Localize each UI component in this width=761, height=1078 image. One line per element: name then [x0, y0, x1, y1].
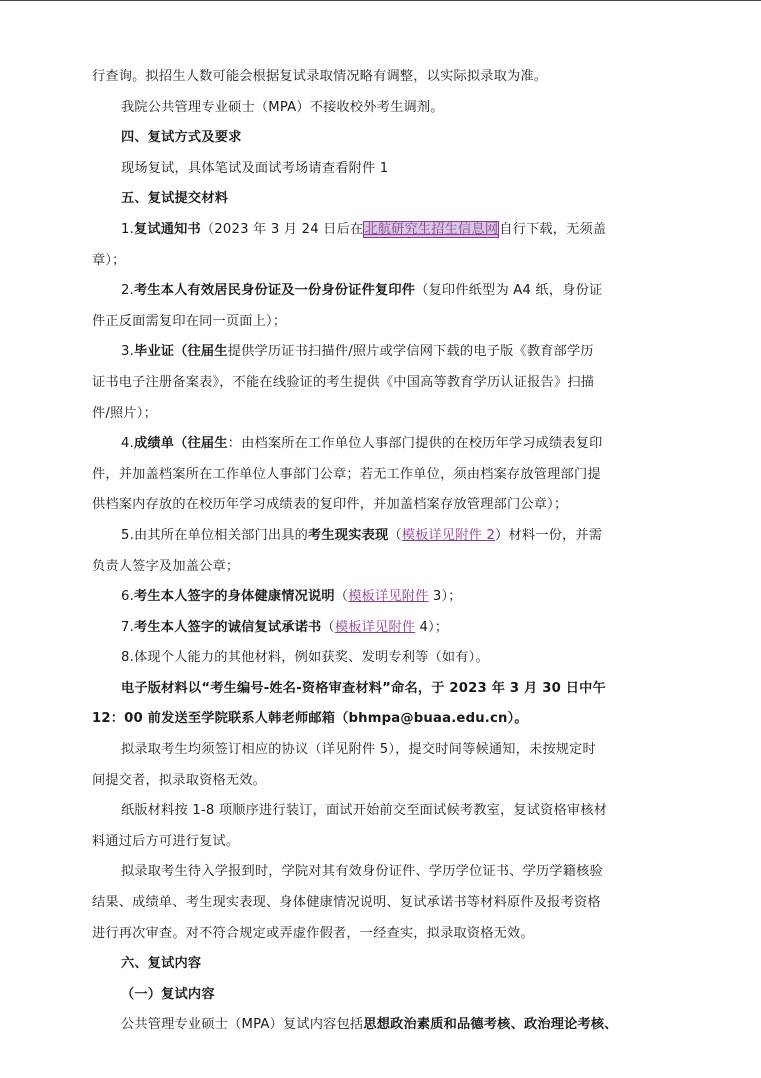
item-text: （: [388, 527, 402, 543]
attachment-3-link[interactable]: 模板详见附件: [348, 589, 429, 605]
item-number: 7.: [121, 619, 134, 635]
paragraph-line: 结果、成绩单、考生现实表现、身体健康情况说明、复试承诺书等材料原件及报考资格: [92, 895, 601, 911]
item-title: 考生本人签字的诚信复试承诺书: [133, 619, 322, 635]
item-text: （: [321, 619, 335, 635]
list-item-continuation: 证书电子注册备案表》，不能在线验证的考生提供《中国高等教育学历认证报告》扫描: [92, 374, 595, 390]
item-text: ）材料一份，并需: [495, 527, 603, 543]
item-title: 毕业证: [133, 344, 175, 360]
item-text: 提供学历证书扫描件/照片或学信网下载的电子版《教育部学历: [227, 344, 594, 360]
item-title: 考生本人签字的身体健康情况说明: [133, 589, 335, 605]
list-item-2: [92, 276, 674, 307]
list-item-8: 8.体现个人能力的其他材料，例如获奖、发明专利等（如有）。: [121, 650, 489, 666]
item-title: 成绩单: [133, 436, 175, 452]
top-border-line: [0, 0, 761, 1]
list-item-7: [92, 613, 674, 644]
item-number: 4.: [121, 436, 134, 452]
list-item-5: [92, 521, 674, 552]
section-heading-6: 六、复试内容: [121, 956, 202, 972]
item-text: （: [334, 589, 349, 605]
paragraph-line: 间提交者，拟录取资格无效。: [92, 772, 267, 788]
item-title: 考生现实表现: [308, 527, 389, 543]
item-number: 3.: [121, 344, 134, 360]
item-title: 复试通知书: [133, 221, 201, 237]
paragraph-line: 纸版材料按 1-8 项顺序进行装订，面试开始前交至面试候考教室，复试资格审核材: [121, 803, 608, 819]
list-item-continuation: 供档案内存放的在校历年学习成绩表的复印件，并加盖档案存放管理部门公章）；: [92, 497, 568, 513]
list-item-continuation: 章）；: [92, 252, 126, 268]
paragraph-line: 进行再次审查。对不符合规定或弄虚作假者，一经查实，拟录取资格无效。: [92, 925, 534, 941]
item-text: 自行下载，无须盖: [499, 221, 607, 237]
admissions-site-link[interactable]: 北航研究生招生信息网: [364, 221, 499, 237]
paragraph-line: 拟录取考生均须签订相应的协议（详见附件 5），提交时间等候通知，未按规定时: [121, 742, 596, 758]
item-subtitle: （往届生: [174, 436, 228, 452]
section-heading-4: 四、复试方式及要求: [121, 130, 242, 146]
item-title: 考生本人有效居民身份证及一份身份证件复印件: [133, 283, 416, 299]
list-item-continuation: 件正反面需复印在同一页面上）；: [92, 313, 287, 329]
item-text: 公共管理专业硕士（MPA）复试内容包括: [121, 1017, 364, 1033]
item-number: 2.: [121, 283, 134, 299]
subsection-heading: （一）复试内容: [121, 986, 215, 1002]
list-item-continuation: 件，并加盖档案所在工作单位人事部门公章；若无工作单位，须由档案存放管理部门提: [92, 466, 601, 482]
paragraph-line: [92, 1010, 674, 1041]
list-item-6: [92, 582, 674, 613]
paragraph-line: 行查询。拟招生人数可能会根据复试录取情况略有调整，以实际拟录取为准。: [92, 69, 548, 84]
electronic-materials-line: 12：00 前发送至学院联系人韩老师邮箱（bhmpa@buaa.edu.cn）。: [92, 711, 528, 727]
item-number: 6.: [121, 589, 134, 605]
list-item-continuation: 件/照片）；: [92, 405, 157, 421]
attachment-2-link[interactable]: 模板详见附件 2: [401, 527, 496, 543]
item-text: 4）；: [415, 619, 449, 635]
document-page: [92, 62, 674, 1041]
list-item-continuation: 负责人签字及加盖公章；: [92, 558, 240, 574]
item-number: 1.: [121, 221, 134, 237]
item-text: （2023 年 3 月 24 日后在: [200, 221, 364, 237]
item-text: 5.由其所在单位相关部门出具的: [121, 527, 309, 543]
electronic-materials-line: 电子版材料以“考生编号-姓名-资格审查材料”命名，于 2023 年 3 月 30 日中午: [121, 680, 606, 696]
list-item-4: [92, 429, 674, 460]
list-item-1: [92, 215, 674, 246]
paragraph-line: 我院公共管理专业硕士（MPA）不接收校外考生调剂。: [121, 99, 444, 115]
item-subtitle: （往届生: [174, 344, 228, 360]
paragraph-line: 料通过后方可进行复试。: [92, 833, 240, 849]
item-text: ：由档案所在工作单位人事部门提供的在校历年学习成绩表复印: [227, 436, 603, 452]
list-item-3: [92, 337, 674, 368]
paragraph-line: 现场复试，具体笔试及面试考场请查看附件 1: [121, 160, 389, 176]
item-text: （复印件纸型为 A4 纸，身份证: [415, 283, 603, 299]
item-emphasis: 思想政治素质和品德考核、政治理论考核、: [363, 1017, 618, 1033]
section-heading-5: 五、复试提交材料: [121, 191, 229, 207]
paragraph-line: 拟录取考生待入学报到时，学院对其有效身份证件、学历学位证书、学历学籍核验: [121, 864, 603, 880]
item-text: 3）；: [428, 589, 462, 605]
attachment-4-link[interactable]: 模板详见附件: [334, 619, 416, 635]
